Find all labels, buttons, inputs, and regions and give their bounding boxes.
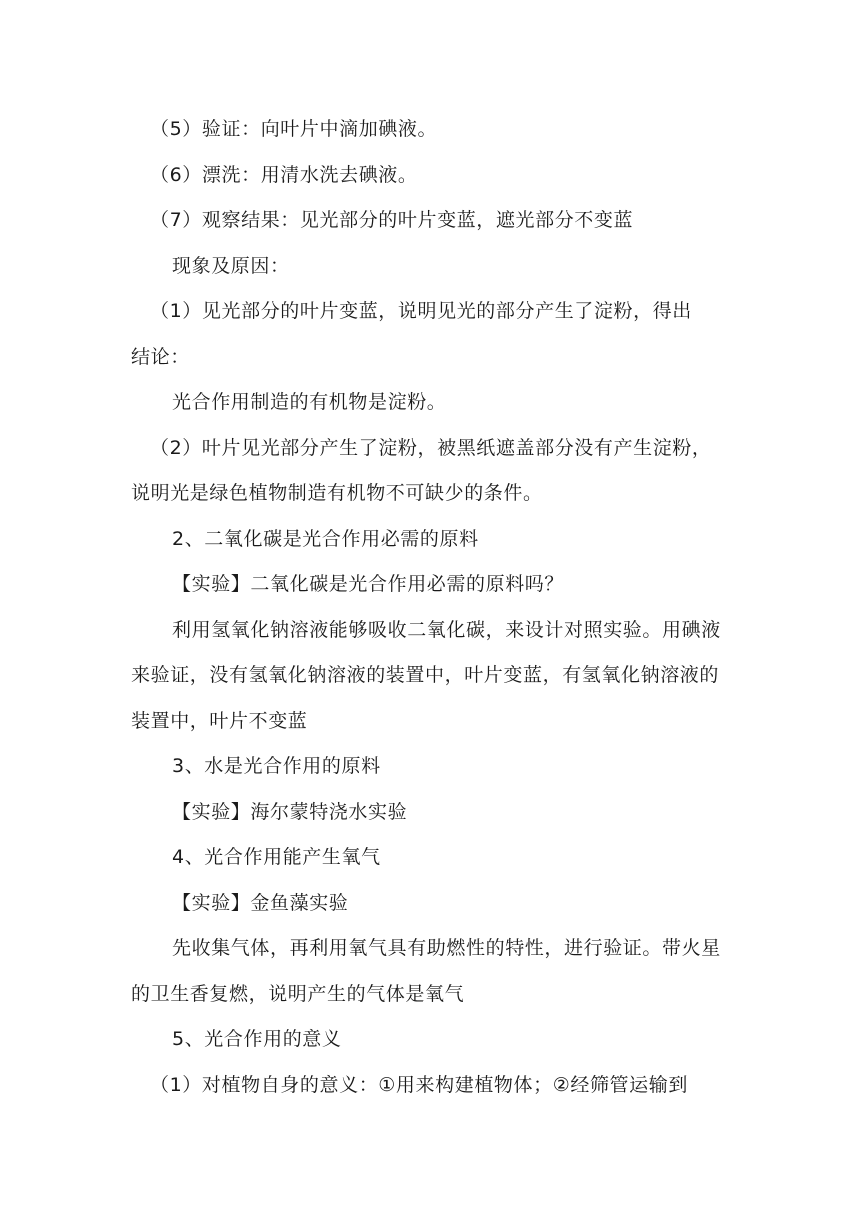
text-line: 装置中，叶片不变蓝 <box>131 710 308 732</box>
text-line: （2）叶片见光部分产生了淀粉，被黑纸遮盖部分没有产生淀粉， <box>150 437 712 459</box>
text-line: （7）观察结果：见光部分的叶片变蓝，遮光部分不变蓝 <box>150 209 634 231</box>
text-line: （1）对植物自身的意义：①用来构建植物体；②经筛管运输到 <box>150 1074 688 1096</box>
section-heading: 4、光合作用能产生氧气 <box>172 846 381 868</box>
text-line: 现象及原因： <box>172 255 290 277</box>
text-line: 利用氢氧化钠溶液能够吸收二氧化碳，来设计对照实验。用碘液 <box>172 619 721 641</box>
section-heading: 5、光合作用的意义 <box>172 1028 342 1050</box>
text-line: 说明光是绿色植物制造有机物不可缺少的条件。 <box>131 482 543 504</box>
section-heading: 2、二氧化碳是光合作用必需的原料 <box>172 528 479 550</box>
text-line: （1）见光部分的叶片变蓝，说明见光的部分产生了淀粉，得出 <box>150 300 692 322</box>
text-line: 来验证，没有氢氧化钠溶液的装置中，叶片变蓝，有氢氧化钠溶液的 <box>131 664 720 686</box>
text-line: 先收集气体，再利用氧气具有助燃性的特性，进行验证。带火星 <box>172 937 721 959</box>
section-heading: 3、水是光合作用的原料 <box>172 755 381 777</box>
text-line: 光合作用制造的有机物是淀粉。 <box>172 391 447 413</box>
text-line: 的卫生香复燃，说明产生的气体是氧气 <box>131 983 465 1005</box>
text-line: （5）验证：向叶片中滴加碘液。 <box>150 118 438 140</box>
text-line: （6）漂洗：用清水洗去碘液。 <box>150 164 418 186</box>
experiment-line: 【实验】金鱼藻实验 <box>172 892 349 914</box>
experiment-line: 【实验】二氧化碳是光合作用必需的原料吗？ <box>172 573 565 595</box>
experiment-line: 【实验】海尔蒙特浇水实验 <box>172 801 408 823</box>
text-line: 结论： <box>131 346 190 368</box>
